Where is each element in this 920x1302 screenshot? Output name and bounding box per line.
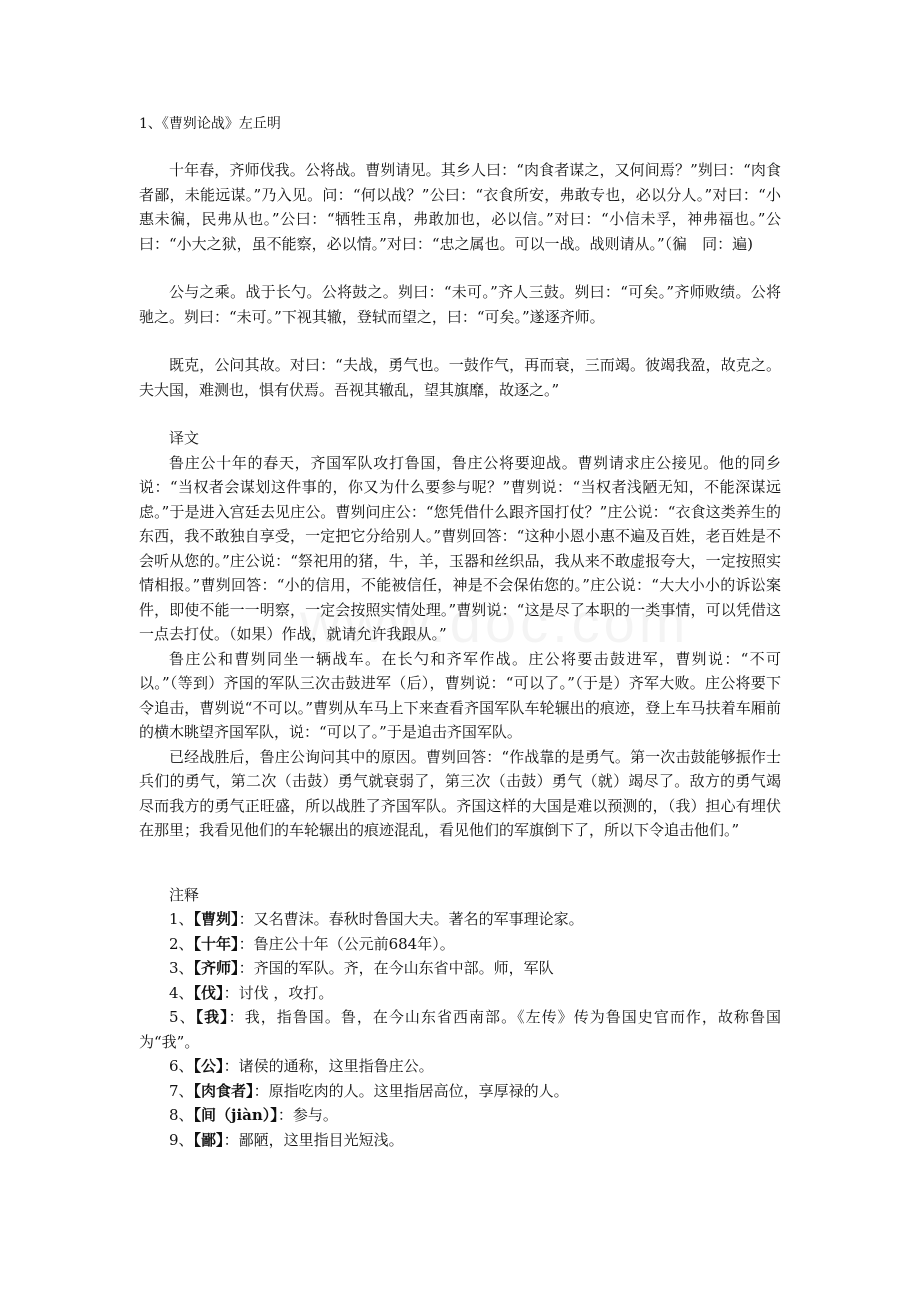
note-number: 3、	[169, 959, 194, 977]
notes-list	[139, 907, 781, 1152]
note-number: 6、	[169, 1057, 194, 1075]
note-item	[139, 1054, 781, 1079]
translation-heading: 译文	[169, 429, 200, 447]
note-item	[139, 1079, 781, 1104]
note-text: ：鲁庄公十年（公元前684年）。	[238, 934, 455, 953]
note-text: ：我，指鲁国。鲁，在今山东省西南部。《左传》传为鲁国史官而作，故称鲁国为“我”。	[139, 1008, 781, 1051]
note-text: ：齐国的军队。齐，在今山东省中部。师，军队	[238, 959, 554, 977]
note-number: 5、	[169, 1008, 196, 1026]
note-item	[139, 1128, 781, 1153]
note-number: 4、	[169, 983, 194, 1002]
note-item	[139, 1103, 781, 1128]
note-term: 【十年】	[193, 934, 239, 953]
note-text: ：参与。	[277, 1106, 338, 1124]
note-number: 1、	[169, 910, 194, 928]
note-text: ：原指吃肉的人。这里指居高位，享厚禄的人。	[253, 1081, 569, 1100]
note-term: 【伐】	[193, 983, 224, 1002]
note-number: 7、	[169, 1081, 194, 1100]
note-number: 2、	[169, 934, 194, 953]
note-term: 【肉食者】	[193, 1081, 254, 1100]
note-text: ：诸侯的通称，这里指鲁庄公。	[223, 1057, 434, 1075]
note-term: 【鄙】	[193, 1130, 224, 1149]
translation-paragraph: 已经战胜后，鲁庄公询问其中的原因。曹刿回答：“作战靠的是勇气。第一次击鼓能够振作士兵们的勇气，第二次（击鼓）勇气就衰弱了，第三次（击鼓）勇气（就）竭尽了。敌方的勇气竭尽而我方的勇气正旺盛，所以战胜了齐国军队。齐国这样的大国是难以预测的，（我）担心有埋伏在那里；我看见他们的车轮辗出的痕迹混乱，看见他们的军旗倒下了，所以下令追击他们。”	[139, 747, 781, 839]
note-number: 9、	[169, 1130, 194, 1149]
note-term: 【我】	[195, 1008, 229, 1026]
document-title: 1、《曹刿论战》左丘明	[139, 116, 281, 132]
note-term: 【曹刿】	[193, 910, 239, 928]
note-number: 8、	[169, 1106, 194, 1124]
translation-paragraph: 鲁庄公和曹刿同坐一辆战车。在长勺和齐军作战。庄公将要击鼓进军，曹刿说：“不可以。”（等到）齐国的军队三次击鼓进军（后），曹刿说：“可以了。”（于是）齐军大败。庄公将要下令追击，曹刿说“不可以。”曹刿从车马上下来查看齐国军队车轮辗出的痕迹，登上车马扶着车厢前的横木眺望齐国军队，说：“可以了。”于是追击齐国军队。	[139, 649, 781, 741]
note-term: 【间（jiàn）】	[193, 1106, 278, 1124]
note-text: ：讨伐 ，攻打。	[223, 983, 334, 1002]
note-term: 【齐师】	[193, 959, 239, 977]
note-text: ：又名曹沫。春秋时鲁国大夫。著名的军事理论家。	[238, 910, 584, 928]
note-item	[139, 981, 781, 1006]
document-page	[139, 113, 781, 1152]
note-text: ：鄙陋，这里指目光短浅。	[223, 1130, 404, 1149]
notes-heading: 注释	[169, 885, 200, 904]
note-item	[139, 1005, 781, 1054]
original-paragraph: 既克，公问其故。对曰：“夫战，勇气也。一鼓作气，再而衰，三而竭。彼竭我盈，故克之。夫大国，难测也，惧有伏焉。吾视其辙乱，望其旗靡，故逐之。”	[139, 356, 781, 399]
original-paragraph: 十年春，齐师伐我。公将战。曹刿请见。其乡人曰：“肉食者谋之，又何间焉？”刿曰：“肉食者鄙，未能远谋。”乃入见。问：“何以战？”公曰：“衣食所安，弗敢专也，必以分人。”对曰：“小惠未徧，民弗从也。”公曰：“牺牲玉帛，弗敢加也，必以信。”对曰：“小信未孚，神弗福也。”公曰：“小大之狱，虽不能察，必以情。”对曰：“忠之属也。可以一战。战则请从。”（徧 同：遍)	[139, 161, 781, 253]
note-item	[139, 956, 781, 981]
note-term: 【公】	[193, 1057, 224, 1075]
note-item	[139, 932, 781, 957]
original-paragraph: 公与之乘。战于长勺。公将鼓之。刿曰：“未可。”齐人三鼓。刿曰：“可矣。”齐师败绩。公将驰之。刿曰：“未可。”下视其辙，登轼而望之，曰：“可矣。”遂逐齐师。	[139, 283, 781, 326]
note-item	[139, 907, 781, 932]
translation-paragraph: 鲁庄公十年的春天，齐国军队攻打鲁国，鲁庄公将要迎战。曹刿请求庄公接见。他的同乡说：“当权者会谋划这件事的，你又为什么要参与呢？”曹刿说：“当权者浅陋无知，不能深谋远虑。”于是进入宫廷去见庄公。曹刿问庄公：“您凭借什么跟齐国打仗？”庄公说：“衣食这类养生的东西，我不敢独自享受，一定把它分给别人。”曹刿回答：“这种小恩小惠不遍及百姓，老百姓是不会听从您的。”庄公说：“祭祀用的猪，牛，羊，玉器和丝织品，我从来不敢虚报夸大，一定按照实情相报。”曹刿回答：“小的信用，不能被信任，神是不会保佑您的。”庄公说：“大大小小的诉讼案件，即使不能一一明察，一定会按照实情处理。”曹刿说：“这是尽了本职的一类事情，可以凭借这一点去打仗。（如果）作战，就请允许我跟从。”	[139, 453, 781, 643]
